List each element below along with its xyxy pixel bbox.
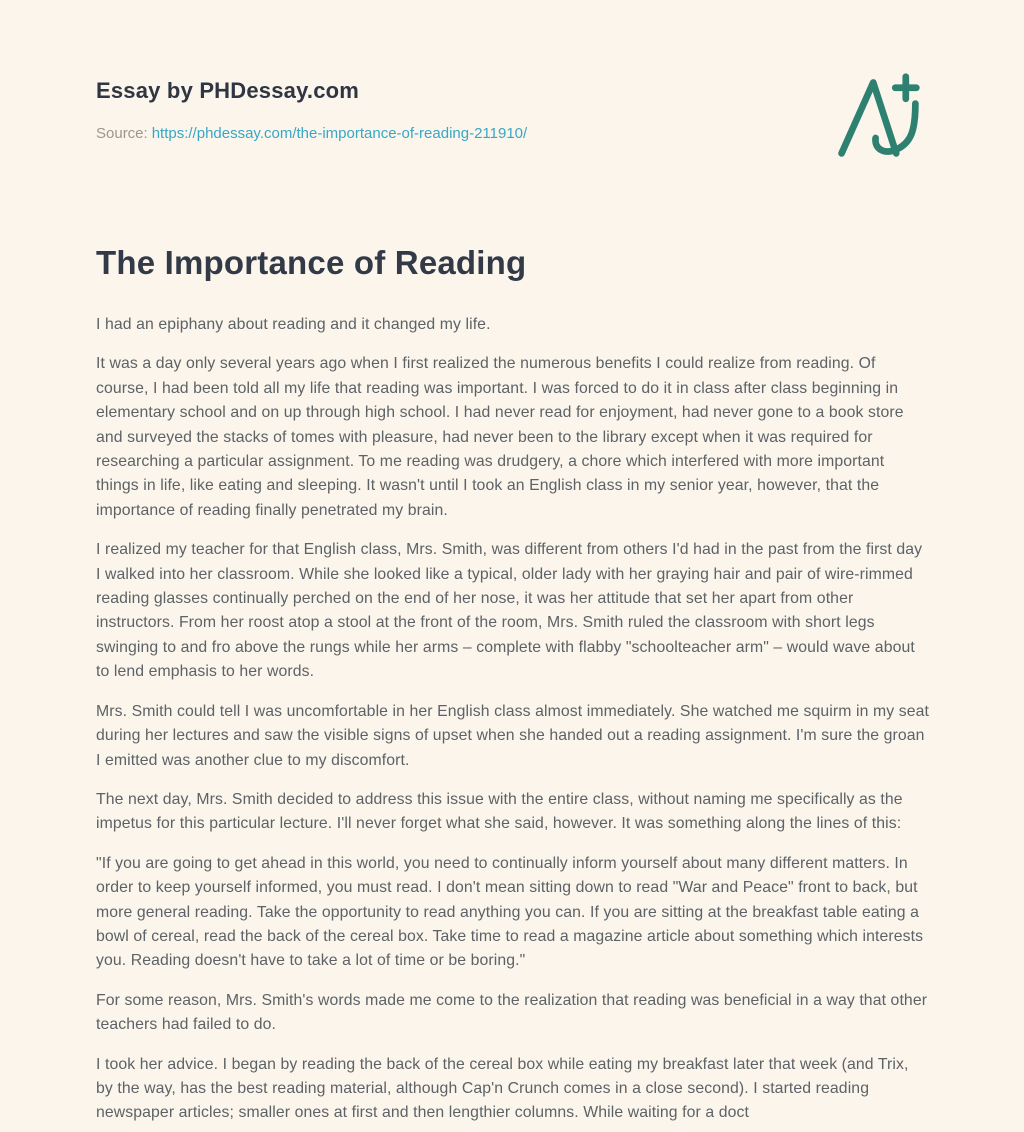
essay-paragraph: The next day, Mrs. Smith decided to address this issue with the entire class, without naming me specifically as the impetus for this particular lecture. I'll never forget what she said, however. It was something along the lines of this: [96,790,903,833]
essay-paragraph: For some reason, Mrs. Smith's words made me come to the realization that reading was beneficial in a way that other teachers had failed to do. [96,991,928,1034]
source-url-link[interactable]: https://phdessay.com/the-importance-of-reading-211910/ [151,125,528,142]
essay-paragraph: It was a day only several years ago when I first realized the numerous benefits I could realize from reading. Of course, I had been told all my life that reading was important. I was forced to do it in class after class beginning in elementary school and on up through high school. I had never read for enjoyment, had never gone to a book store and surveyed the stacks of tomes with pleasure, had never been to the library except when it was required for researching a particular assignment. To me reading was drudgery, a chore which interfered with more important things in life, like eating and sleeping. It wasn't until I took an English class in my senior year, however, that the importance of reading finally penetrated my brain. [96,355,904,519]
essay-paragraph: "If you are going to get ahead in this world, you need to continually inform yourself about many different matters. In order to keep yourself informed, you must read. I don't mean sitting down to read "War and Peace" front to back, but more general reading. Take the opportunity to read anything you can. If you are sitting at the breakfast table eating a bowl of cereal, read the back of the cereal box. Take time to read a magazine article about something which interests you. Reading doesn't have to take a lot of time or be boring." [96,854,924,970]
essay-paragraph: Mrs. Smith could tell I was uncomfortable in her English class almost immediately. She watched me squirm in my seat during her lectures and saw the visible signs of upset when she handed out a reading assignment. I'm sure the groan I emitted was another clue to my discomfort. [96,702,929,769]
essay-paragraph: I realized my teacher for that English class, Mrs. Smith, was different from others I'd had in the past from the first day I walked into her classroom. While she looked like a typical, older lady with her graying hair and pair of wire-rimmed reading glasses continually perched on the end of her nose, it was her attitude that set her apart from other instructors. From her roost atop a stool at the front of the room, Mrs. Smith ruled the classroom with short legs swinging to and fro above the rungs while her arms – complete with flabby "schoolteacher arm" – would wave about to lend emphasis to her words. [96,541,923,681]
essay-paragraph: I took her advice. I began by reading the back of the cereal box while eating my breakfast later that week (and Trix, by the way, has the best reading material, although Cap'n Crunch comes in a close second). I started reading newspaper articles; smaller ones at first and then lengthier columns. While waiting for a doct [96,1055,909,1122]
essay-body [96,313,929,1126]
source-line [96,125,527,142]
site-header-title: Essay by PHDessay.com [96,78,360,103]
page-header [96,78,928,162]
source-label: Source: [96,125,148,142]
essay-title: The Importance of Reading [96,244,527,281]
header-text-block [96,78,527,142]
essay-paragraph: I had an epiphany about reading and it changed my life. [96,316,491,333]
phdessay-logo-icon [830,70,926,162]
